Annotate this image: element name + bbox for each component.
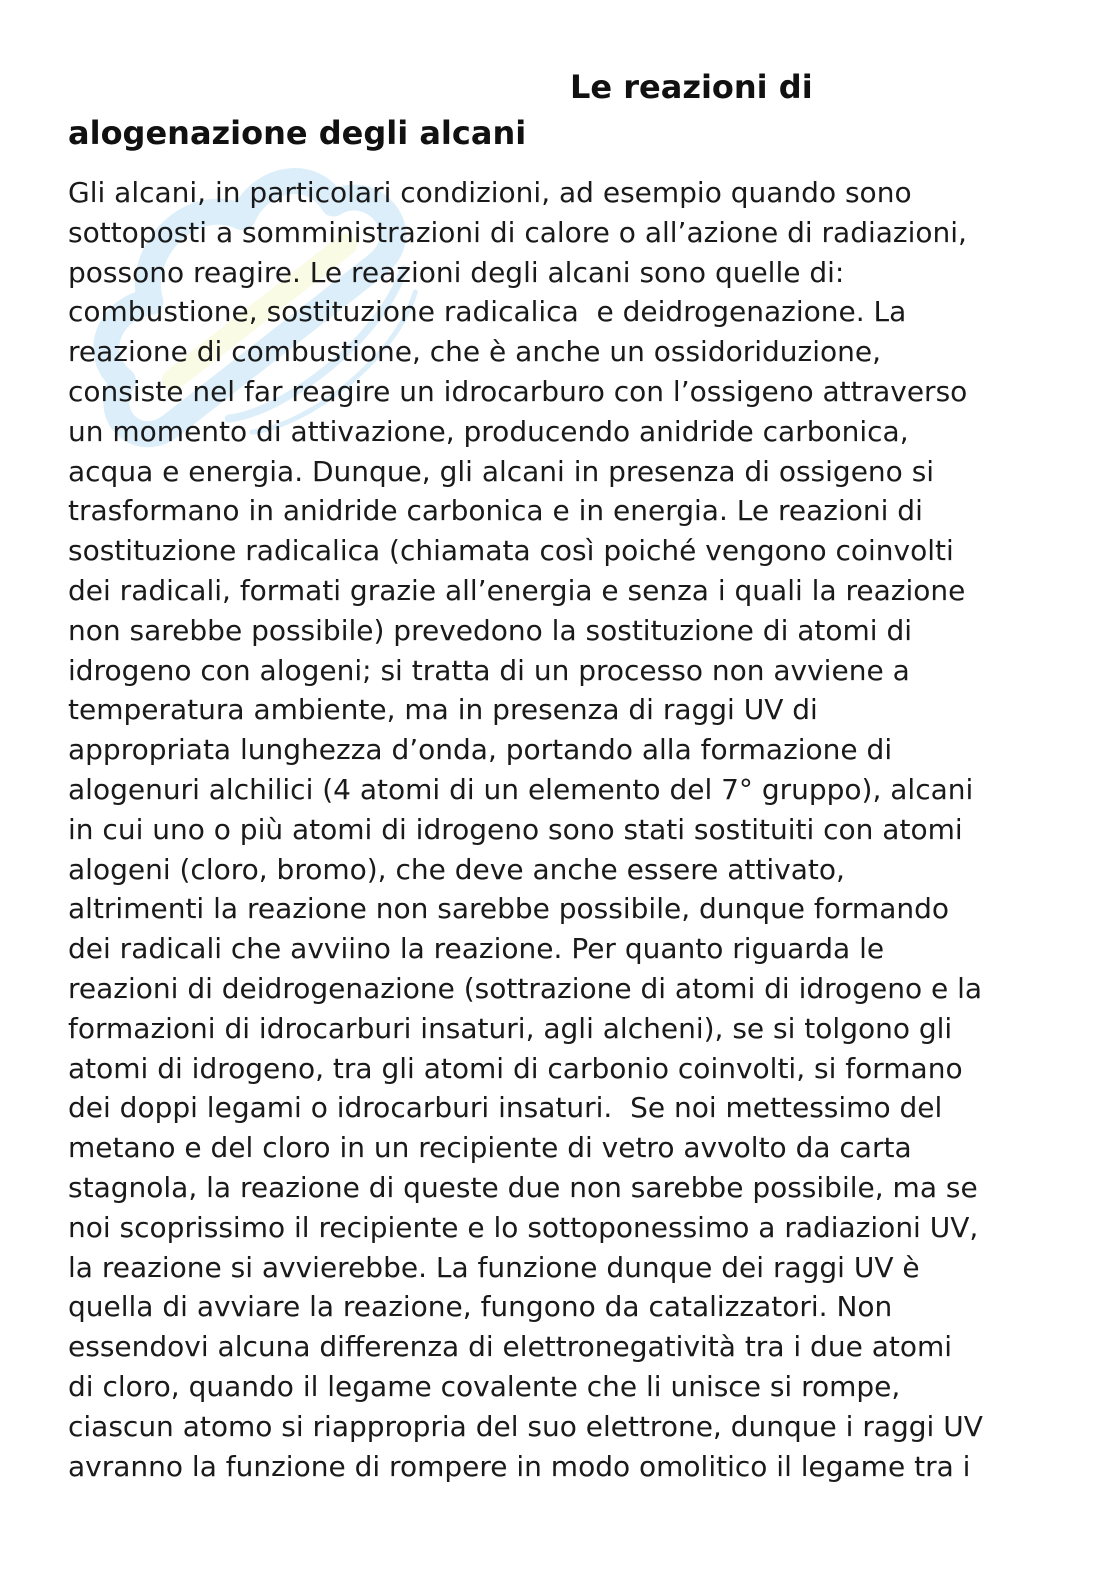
body-line: stagnola, la reazione di queste due non sarebbe possibile, ma se [68, 1170, 978, 1204]
body-line: alogeni (cloro, bromo), che deve anche essere attivato, [68, 852, 845, 886]
document-title [68, 64, 1068, 156]
body-line: dei doppi legami o idrocarburi insaturi. Se noi mettessimo del [68, 1091, 943, 1125]
body-line: possono reagire. Le reazioni degli alcani sono quelle di: [68, 255, 845, 289]
body-line: alogenuri alchilici (4 atomi di un elemento del 7° gruppo), alcani [68, 772, 974, 806]
body-line: reazione di combustione, che è anche un ossidoriduzione, [68, 335, 882, 369]
body-line: acqua e energia. Dunque, gli alcani in presenza di ossigeno si [68, 454, 935, 488]
body-line: idrogeno con alogeni; si tratta di un processo non avviene a [68, 653, 910, 687]
title-line-1: Le reazioni di [570, 68, 813, 106]
body-line: trasformano in anidride carbonica e in energia. Le reazioni di [68, 494, 923, 528]
body-line: un momento di attivazione, producendo anidride carbonica, [68, 414, 909, 448]
body-line: la reazione si avvierebbe. La funzione dunque dei raggi UV è [68, 1250, 920, 1284]
body-line: avranno la funzione di rompere in modo omolitico il legame tra i [68, 1449, 971, 1483]
body-line: temperatura ambiente, ma in presenza di raggi UV di [68, 693, 818, 727]
body-line: consiste nel far reagire un idrocarburo con l’ossigeno attraverso [68, 374, 968, 408]
body-line: metano e del cloro in un recipiente di vetro avvolto da carta [68, 1131, 912, 1165]
body-line: essendovi alcuna differenza di elettronegatività tra i due atomi [68, 1330, 953, 1364]
body-line: di cloro, quando il legame covalente che li unisce si rompe, [68, 1369, 901, 1403]
body-line: dei radicali che avviino la reazione. Per quanto riguarda le [68, 932, 885, 966]
body-line: quella di avviare la reazione, fungono da catalizzatori. Non [68, 1290, 893, 1324]
body-line: sostituzione radicalica (chiamata così poiché vengono coinvolti [68, 534, 954, 568]
body-line: dei radicali, formati grazie all’energia e senza i quali la reazione [68, 573, 966, 607]
body-line: altrimenti la reazione non sarebbe possibile, dunque formando [68, 892, 950, 926]
body-paragraph [68, 173, 1068, 1486]
body-line: atomi di idrogeno, tra gli atomi di carbonio coinvolti, si formano [68, 1051, 963, 1085]
body-line: combustione, sostituzione radicalica e deidrogenazione. La [68, 295, 907, 329]
body-line: Gli alcani, in particolari condizioni, ad esempio quando sono [68, 176, 912, 209]
body-line: non sarebbe possibile) prevedono la sostituzione di atomi di [68, 613, 913, 647]
body-line: noi scoprissimo il recipiente e lo sottoponessimo a radiazioni UV, [68, 1210, 979, 1244]
body-line: reazioni di deidrogenazione (sottrazione di atomi di idrogeno e la [68, 971, 983, 1005]
body-line: appropriata lunghezza d’onda, portando alla formazione di [68, 733, 893, 767]
body-line: ciascun atomo si riappropria del suo elettrone, dunque i raggi UV [68, 1409, 983, 1443]
title-line-2: alogenazione degli alcani [68, 114, 527, 152]
body-line: formazioni di idrocarburi insaturi, agli alcheni), se si tolgono gli [68, 1011, 953, 1045]
body-line: sottoposti a somministrazioni di calore o all’azione di radiazioni, [68, 215, 967, 249]
body-line: in cui uno o più atomi di idrogeno sono stati sostituiti con atomi [68, 812, 963, 846]
